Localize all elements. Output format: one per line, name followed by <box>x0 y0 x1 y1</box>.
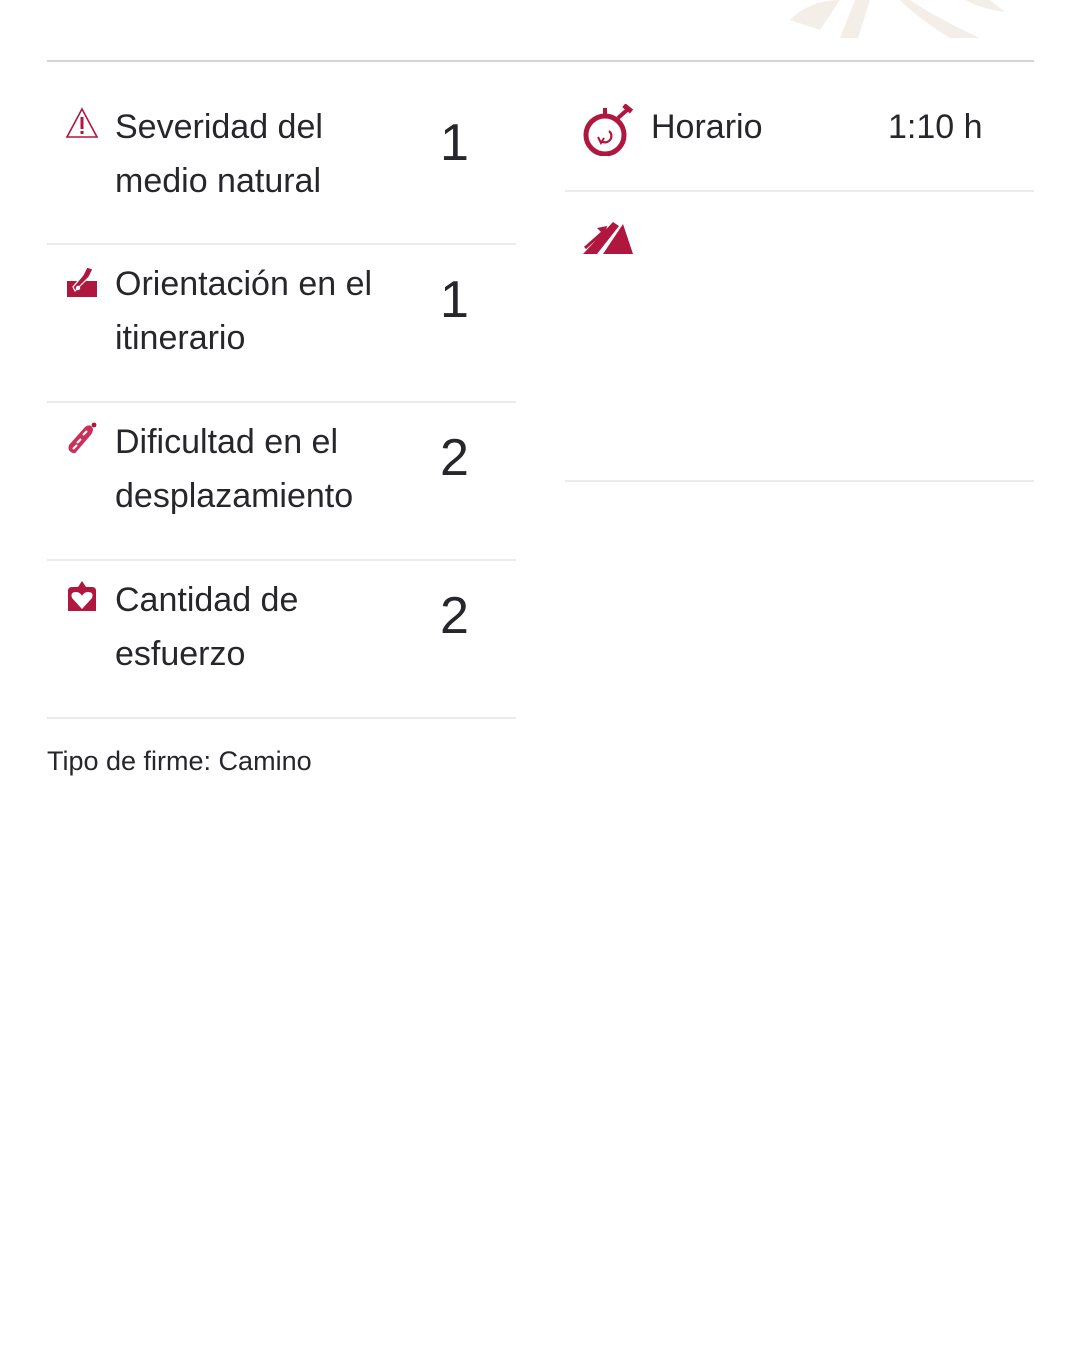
score-value: 1 <box>440 114 469 172</box>
ascent-icon <box>583 212 635 264</box>
stat-label: Horario <box>651 108 763 146</box>
score-value: 2 <box>440 429 469 487</box>
orientation-sign-icon <box>65 265 99 299</box>
score-row-severidad <box>47 88 516 245</box>
score-row-orientacion <box>47 245 516 403</box>
stopwatch-icon <box>583 104 635 156</box>
top-divider <box>47 60 1034 62</box>
effort-heart-icon <box>65 581 99 615</box>
stat-row-subida <box>565 192 1034 482</box>
score-label: Severidad del medio natural <box>115 108 323 200</box>
score-value: 1 <box>440 271 469 329</box>
score-row-dificultad <box>47 403 516 561</box>
score-row-esfuerzo <box>47 561 516 719</box>
score-label: Cantidad de esfuerzo <box>115 581 299 673</box>
boot-sole-icon <box>65 421 99 455</box>
score-label: Orientación en el itinerario <box>115 265 373 357</box>
surface-type: Tipo de firme: Camino <box>47 746 312 776</box>
warning-triangle-icon <box>65 106 99 140</box>
leaf-decoration-top <box>780 0 1020 38</box>
mide-scores-column <box>47 88 516 719</box>
score-label: Dificultad en el desplazamiento <box>115 423 354 515</box>
stat-value: 1:10 h <box>888 108 983 146</box>
stat-row-horario <box>565 88 1034 192</box>
score-value: 2 <box>440 587 469 645</box>
route-stats-column <box>565 88 1034 482</box>
